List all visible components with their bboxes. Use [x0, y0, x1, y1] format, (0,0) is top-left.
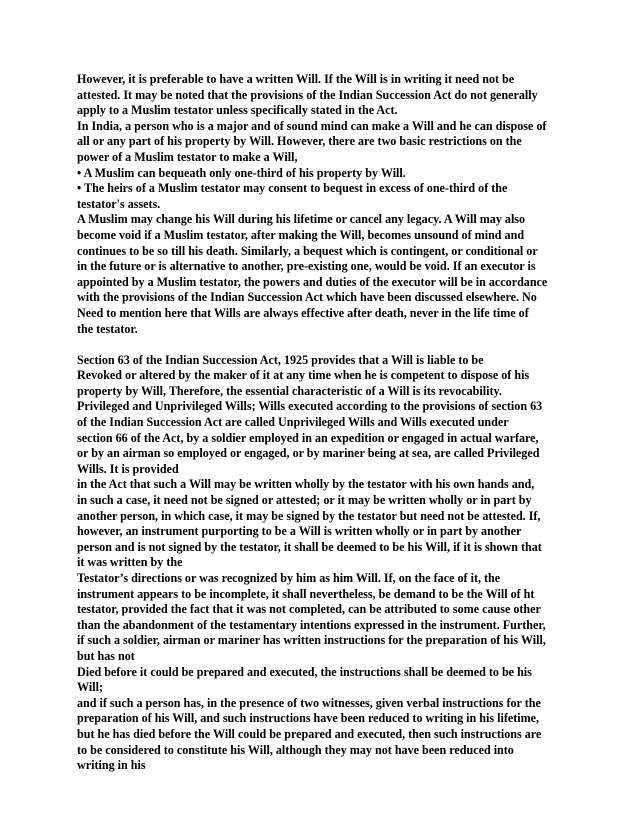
text-line: in such a case, it need not be signed or attested; or it may be written wholly or in part by — [77, 493, 532, 508]
text-line: section 66 of the Act, by a soldier employed in an expedition or engaged in actual warfare, — [77, 430, 539, 445]
text-line: or by an airman so employed or engaged, or by mariner being at sea, are called Privileged — [77, 446, 540, 461]
text-line: • A Muslim can bequeath only one-third of his property by Will. — [77, 165, 406, 180]
text-line: become void if a Muslim testator, after making the Will, becomes unsound of mind and — [77, 227, 525, 242]
text-line: Section 63 of the Indian Succession Act, 1925 provides that a Will is liable to be — [77, 352, 484, 367]
text-line: instrument appears to be incomplete, it shall nevertheless, be demand to be the Will of ht — [77, 586, 535, 601]
text-line: • The heirs of a Muslim testator may consent to bequest in excess of one-third of the — [77, 181, 508, 196]
document-page — [77, 72, 565, 774]
text-line: attested. It may be noted that the provisions of the Indian Succession Act do not generally — [77, 87, 538, 102]
text-line: testator's assets. — [77, 196, 161, 211]
text-line: all or any part of his property by Will. However, there are two basic restrictions on the — [77, 134, 522, 149]
text-line: to be considered to constitute his Will, although they may not have been reduced into — [77, 742, 514, 757]
text-line: Will; — [77, 680, 103, 695]
text-line: the testator. — [77, 321, 138, 336]
text-line: Testator’s directions or was recognized by him as him Will. If, on the face of it, the — [77, 571, 501, 585]
text-line: However, it is preferable to have a written Will. If the Will is in writing it need not be — [77, 72, 515, 86]
text-line: A Muslim may change his Will during his lifetime or cancel any legacy. A Will may also — [77, 212, 526, 227]
text-line: of the Indian Succession Act are called Unprivileged Wills and Wills executed under — [77, 415, 509, 430]
text-line: continues to be so till his death. Similarly, a bequest which is contingent, or conditional or — [77, 243, 538, 258]
text-line: appointed by a Muslim testator, the powers and duties of the executor will be in accordance — [77, 274, 548, 289]
text-line: power of a Muslim testator to make a Will, — [77, 149, 298, 164]
text-line: in the future or is alternative to another, pre-existing one, would be void. If an executor is — [77, 259, 536, 274]
text-line: apply to a Muslim testator unless specifically stated in the Act. — [77, 103, 398, 118]
text-line: than the abandonment of the testamentary intentions expressed in the instrument. Further, — [77, 617, 546, 632]
text-line: another person, in which case, it may be signed by the testator but need not be attested. If, — [77, 508, 541, 523]
text-line: if such a soldier, airman or mariner has written instructions for the preparation of his Will, — [77, 633, 546, 648]
text-line: it was written by the — [77, 555, 183, 570]
text-line: in the Act that such a Will may be written wholly by the testator with his own hands and, — [77, 477, 535, 492]
text-line: Need to mention here that Wills are always effective after death, never in the life time of — [77, 305, 529, 320]
text-line: and if such a person has, in the presence of two witnesses, given verbal instructions for the — [77, 695, 541, 710]
text-line: property by Will, Therefore, the essential characteristic of a Will is its revocability. — [77, 383, 502, 398]
text-line: however, an instrument purporting to be a Will is written wholly or in part by another — [77, 524, 522, 539]
text-line: Privileged and Unprivileged Wills; Wills executed according to the provisions of section 63 — [77, 399, 543, 414]
text-line: preparation of his Will, and such instructions have been reduced to writing in his lifetime, — [77, 711, 540, 726]
document-text — [77, 72, 565, 774]
text-line: but he has died before the Will could be prepared and executed, then such instructions are — [77, 726, 542, 741]
text-line: person and is not signed by the testator, it shall be deemed to be his Will, if it is shown that — [77, 539, 542, 554]
text-line: Died before it could be prepared and executed, the instructions shall be deemed to be his — [77, 664, 532, 679]
blank-line — [77, 337, 565, 353]
text-line: but has not — [77, 648, 135, 663]
text-line: with the provisions of the Indian Succession Act which have been discussed elsewhere. No — [77, 290, 537, 305]
text-line: In India, a person who is a major and of sound mind can make a Will and he can dispose of — [77, 118, 547, 133]
text-line: testator, provided the fact that it was not completed, can be attributed to some cause other — [77, 602, 541, 617]
text-line: Revoked or altered by the maker of it at any time when he is competent to dispose of his — [77, 368, 530, 383]
text-line: writing in his — [77, 758, 146, 773]
text-line: Wills. It is provided — [77, 461, 179, 476]
